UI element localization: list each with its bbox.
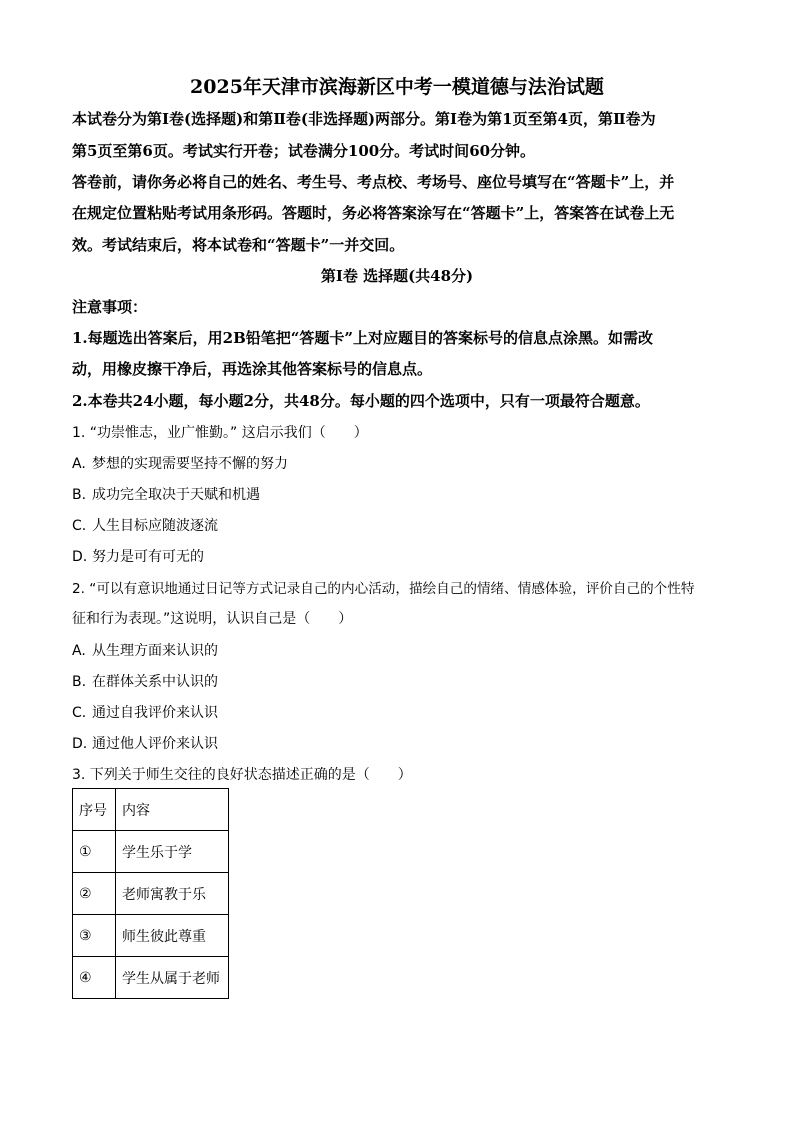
section-heading: 第Ⅰ卷 选择题(共48分) [320, 267, 474, 285]
intro-line: 本试卷分为第Ⅰ卷(选择题)和第Ⅱ卷(非选择题)两部分。第Ⅰ卷为第1页至第4页，第Ⅱ卷为 [72, 110, 656, 128]
option-text: 通过自我评价来认识 [92, 705, 218, 721]
option-letter: C. [72, 705, 87, 721]
table-cell-content: 老师寓教于乐 [116, 873, 229, 915]
question-3-stem: 3. 下列关于师生交往的良好状态描述正确的是（ ） [72, 767, 412, 783]
question-1-option-a [72, 453, 732, 473]
table-header-row [73, 789, 229, 831]
option-text: 在群体关系中认识的 [92, 674, 218, 690]
notes-line: 2.本卷共24小题，每小题2分，共48分。每小题的四个选项中，只有一项最符合题意。 [72, 392, 650, 410]
option-text: 努力是可有可无的 [92, 549, 204, 565]
table-row [73, 831, 229, 873]
option-text: 从生理方面来认识的 [92, 643, 218, 659]
question-2-option-c [72, 702, 732, 722]
option-text: 梦想的实现需要坚持不懈的努力 [92, 456, 288, 472]
table-cell-number: ② [73, 873, 116, 915]
option-letter: B. [72, 674, 87, 690]
notes-line: 动，用橡皮擦干净后，再选涂其他答案标号的信息点。 [72, 360, 433, 378]
table-row [73, 957, 229, 999]
table-cell-content: 学生乐于学 [116, 831, 229, 873]
page-title: 2025年天津市滨海新区中考一模道德与法治试题 [190, 76, 604, 98]
option-text: 成功完全取决于天赋和机遇 [92, 487, 260, 503]
option-text: 通过他人评价来认识 [92, 736, 218, 752]
intro-line: 效。考试结束后，将本试卷和“答题卡”一并交回。 [72, 236, 405, 254]
table-cell-content: 师生彼此尊重 [116, 915, 229, 957]
table-row [73, 873, 229, 915]
option-letter: B. [72, 487, 87, 503]
table-header-cell: 内容 [116, 789, 229, 831]
question-2-option-a [72, 640, 732, 660]
option-letter: C. [72, 518, 87, 534]
notes-line: 1.每题选出答案后，用2B铅笔把“答题卡”上对应题目的答案标号的信息点涂黑。如需改 [72, 329, 654, 347]
question-1-option-d [72, 546, 732, 566]
table-header-cell: 序号 [73, 789, 116, 831]
option-letter: D. [72, 736, 88, 752]
option-letter: A. [72, 456, 86, 472]
table-cell-content: 学生从属于老师 [116, 957, 229, 999]
question-1-stem: 1. “功崇惟志，业广惟勤。” 这启示我们（ ） [72, 425, 368, 441]
table-cell-number: ① [73, 831, 116, 873]
question-2-stem: 2. “可以有意识地通过日记等方式记录自己的内心活动，描绘自己的情绪、情感体验，评价自己的个性特 [72, 581, 695, 597]
question-2-option-b [72, 671, 732, 691]
question-3-table [72, 788, 229, 999]
question-1-option-b [72, 484, 732, 504]
option-letter: A. [72, 643, 86, 659]
table-row [73, 915, 229, 957]
intro-line: 第5页至第6页。考试实行开卷；试卷满分100分。考试时间60分钟。 [72, 142, 536, 160]
question-1-option-c [72, 515, 732, 535]
option-text: 人生目标应随波逐流 [92, 518, 218, 534]
question-2-stem-cont: 征和行为表现。”这说明，认识自己是（ ） [72, 611, 353, 627]
notes-heading: 注意事项： [72, 298, 148, 316]
intro-line: 答卷前，请你务必将自己的姓名、考生号、考点校、考场号、座位号填写在“答题卡”上，并 [72, 173, 675, 191]
intro-line: 在规定位置粘贴考试用条形码。答题时，务必将答案涂写在“答题卡”上，答案答在试卷上无 [72, 204, 675, 222]
table-cell-number: ④ [73, 957, 116, 999]
option-letter: D. [72, 549, 88, 565]
question-2-option-d [72, 733, 732, 753]
table-cell-number: ③ [73, 915, 116, 957]
